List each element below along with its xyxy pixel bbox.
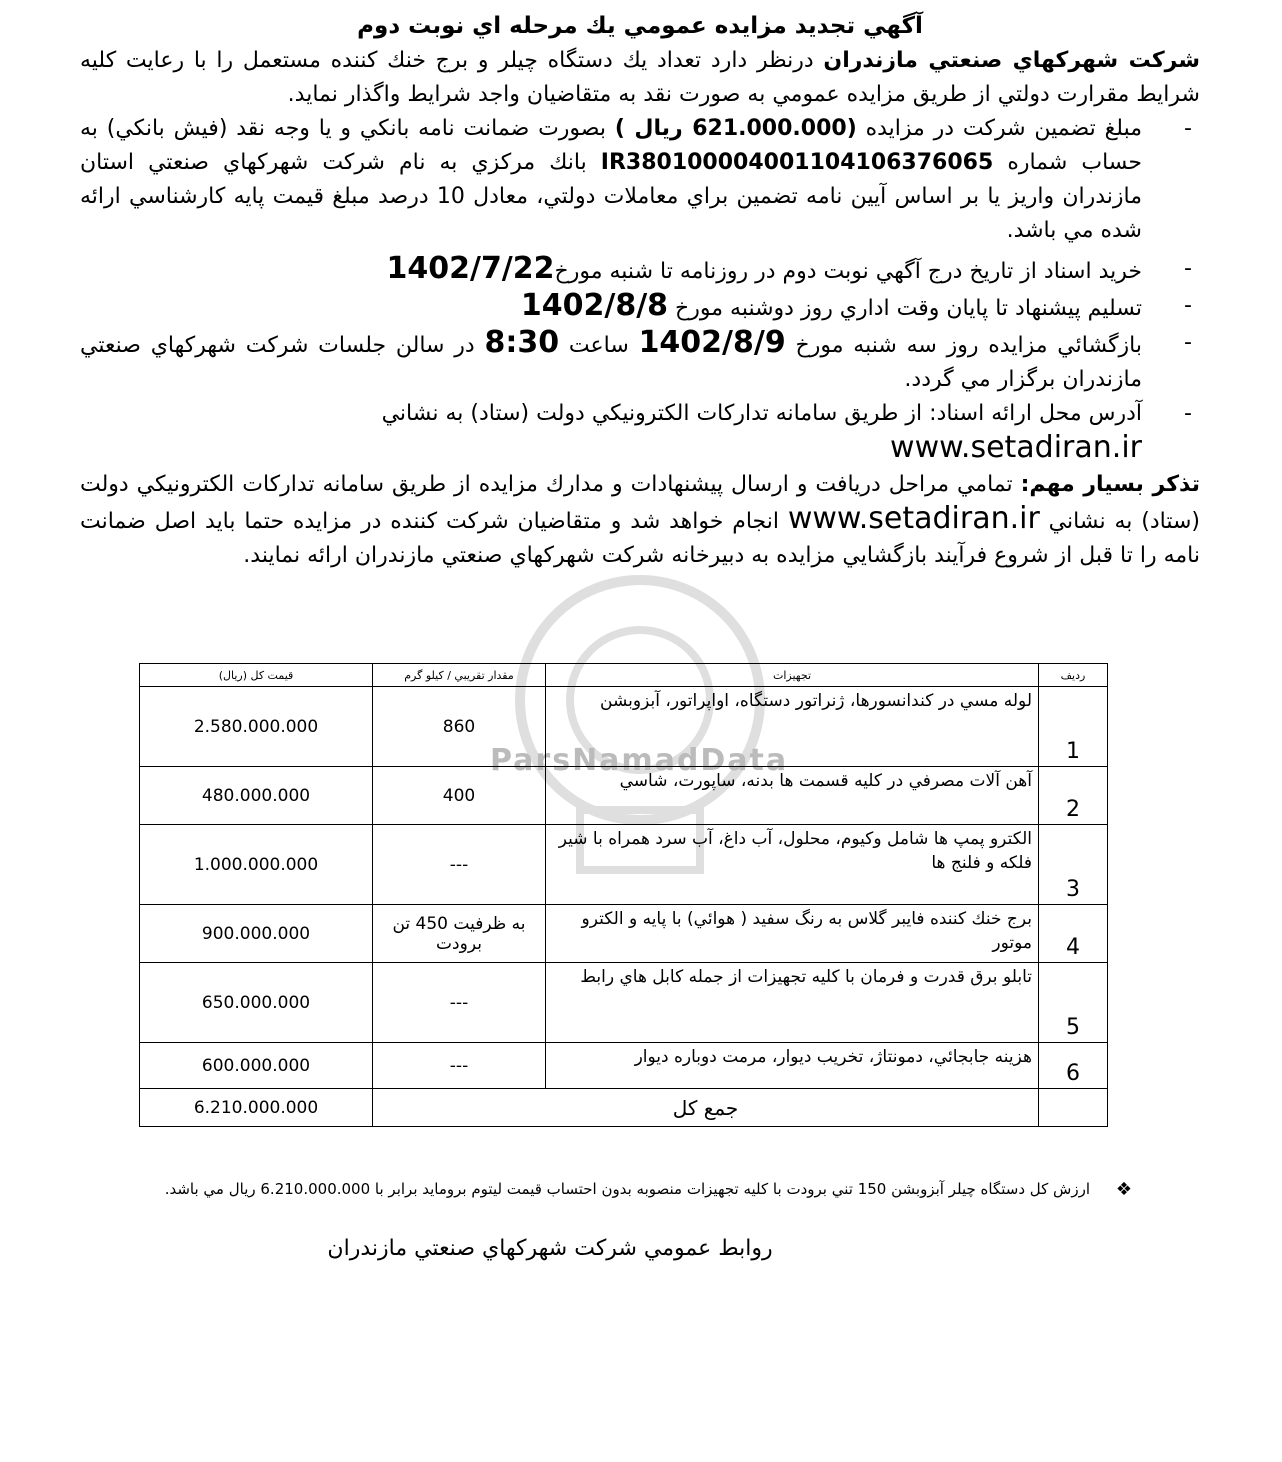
deposit-text: مبلغ تضمين شركت در مزايده <box>856 116 1142 141</box>
dash-icon: - <box>1184 293 1192 318</box>
header-equipment: تجهيزات <box>546 664 1039 687</box>
note-text: تمامي مراحل دريافت و ارسال پيشنهادات و مدارك مزايده از طريق سامانه تداركات الكترونيكي دولت (ستاد) به نشاني <box>80 472 1200 534</box>
equipment-cell: الكترو پمپ ها شامل وكيوم، محلول، آب داغ، آب سرد همراه با شير فلكه و فلنج ها <box>546 825 1039 905</box>
list-item <box>80 112 1200 248</box>
price-cell: 650.000.000 <box>140 963 373 1043</box>
price-cell: 900.000.000 <box>140 905 373 963</box>
table-row <box>140 905 1108 963</box>
equipment-table <box>139 663 1108 1127</box>
total-value: 6.210.000.000 <box>140 1089 373 1127</box>
list-item <box>80 326 1200 397</box>
note-link[interactable]: www.setadiran.ir <box>787 501 1040 536</box>
quantity-cell: به ظرفيت 450 تن برودت <box>373 905 546 963</box>
table-row <box>140 767 1108 825</box>
row-number: 6 <box>1039 1043 1108 1089</box>
row-number: 3 <box>1039 825 1108 905</box>
header-quantity: مقدار تقريبي / كيلو گرم <box>373 664 546 687</box>
table-row <box>140 963 1108 1043</box>
submission-text: تسليم پيشنهاد تا پايان وقت اداري روز دوشنبه مورخ <box>668 296 1142 321</box>
deposit-amount: (621.000.000 ريال ) <box>614 116 857 141</box>
purchase-docs-text: خريد اسناد از تاريخ درج آگهي نوبت دوم در روزنامه تا شنبه مورخ <box>554 259 1142 284</box>
header-row-number: رديف <box>1039 664 1108 687</box>
dash-icon: - <box>1184 256 1192 281</box>
quantity-cell: --- <box>373 1043 546 1089</box>
dash-icon: - <box>1184 116 1192 141</box>
opening-time: 8:30 <box>484 325 560 360</box>
deposit-text-3: بانك مركزي به نام شركت شهركهاي صنعتي استان مازندران واريز يا بر اساس آيين نامه تضمين براي معاملات دولتي، معادل 10 درصد مبلغ قيمت پايه كارشناسي ارائه شده مي باشد. <box>80 150 1142 243</box>
equipment-cell: آهن آلات مصرفي در كليه قسمت ها بدنه، ساپورت، شاسي <box>546 767 1039 825</box>
header-price: قيمت كل (ريال) <box>140 664 373 687</box>
deposit-text-2: بصورت ضمانت نامه بانكي و يا وجه نقد (فيش بانكي) به حساب شماره <box>80 116 1143 175</box>
purchase-deadline-date: 1402/7/22 <box>386 251 555 286</box>
quantity-cell: --- <box>373 825 546 905</box>
page-title: آگهي تجديد مزايده عمومي يك مرحله اي نوبت دوم <box>357 13 923 39</box>
quantity-cell: 400 <box>373 767 546 825</box>
note-text-2: انجام خواهد شد و متقاضيان شركت كننده در مزايده حتما بايد اصل ضمانت نامه را تا قبل از شروع فرآيند بازگشايي مزايده به دبيرخانه شركت شهركهاي صنعتي مازندران ارائه نمايند. <box>80 509 1200 568</box>
opening-text: بازگشائي مزايده روز سه شنبه مورخ <box>785 333 1142 358</box>
table-row <box>140 825 1108 905</box>
price-cell: 1.000.000.000 <box>140 825 373 905</box>
price-cell: 2.580.000.000 <box>140 687 373 767</box>
equipment-cell: لوله مسي در كندانسورها، ژنراتور دستگاه، اواپراتور، آبزوبشن <box>546 687 1039 767</box>
total-label: جمع كل <box>373 1089 1039 1127</box>
row-number: 5 <box>1039 963 1108 1043</box>
quantity-cell: --- <box>373 963 546 1043</box>
row-number: 2 <box>1039 767 1108 825</box>
price-cell: 480.000.000 <box>140 767 373 825</box>
equipment-cell: تابلو برق قدرت و فرمان با كليه تجهيزات از جمله كابل هاي رابط <box>546 963 1039 1043</box>
table-header-row <box>140 664 1108 687</box>
list-item <box>80 252 1200 289</box>
important-note <box>80 468 1200 573</box>
intro-paragraph <box>80 44 1200 112</box>
price-cell: 600.000.000 <box>140 1043 373 1089</box>
equipment-cell: هزينه جابجائي، دمونتاژ، تخريب ديوار، مرمت دوباره ديوار <box>546 1043 1039 1089</box>
company-name: شركت شهركهاي صنعتي مازندران <box>823 48 1200 73</box>
footnote <box>80 1178 1140 1201</box>
announcement-page <box>80 0 1200 573</box>
list-item <box>80 397 1200 468</box>
total-empty-cell <box>1039 1089 1108 1127</box>
table-row <box>140 687 1108 767</box>
footnote-text: ارزش كل دستگاه چيلر آبزوبشن 150 تني برودت با كليه تجهيزات منصوبه بدون احتساب قيمت ليتوم برومايد برابر با 6.210.000.000 ريال مي باشد. <box>164 1180 1090 1198</box>
list-item <box>80 289 1200 326</box>
conditions-list <box>80 112 1200 468</box>
row-number: 1 <box>1039 687 1108 767</box>
address-text: آدرس محل ارائه اسناد: از طريق سامانه تداركات الكترونيكي دولت (ستاد) به نشاني <box>381 401 1142 426</box>
intro-text: درنظر دارد تعداد يك دستگاه چيلر و برج خنك كننده مستعمل را با رعايت كليه شرايط مقرارت دولتي از طريق مزايده عمومي به صورت نقد به متقاضيان واجد شرايط واگذار نمايد. <box>80 48 1200 107</box>
signature: روابط عمومي شركت شهركهاي صنعتي مازندران <box>327 1236 773 1261</box>
table-row <box>140 1043 1108 1089</box>
diamond-bullet-icon: ❖ <box>1115 1179 1132 1200</box>
quantity-cell: 860 <box>373 687 546 767</box>
opening-text-2: ساعت <box>559 333 639 358</box>
opening-text-3: در سالن جلسات شركت شهركهاي صنعتي مازندران برگزار مي گردد. <box>80 333 1142 392</box>
dash-icon: - <box>1184 401 1192 426</box>
table-total-row <box>140 1089 1108 1127</box>
submission-date: 1402/8/8 <box>520 288 669 323</box>
note-label: تذكر بسيار مهم: <box>1020 472 1200 497</box>
dash-icon: - <box>1184 330 1192 355</box>
account-number: IR380100004001104106376065 <box>600 150 994 175</box>
opening-date: 1402/8/9 <box>638 325 786 360</box>
watermark-brand: ParsNamadData <box>490 743 789 778</box>
equipment-cell: برج خنك كننده فايبر گلاس به رنگ سفيد ( هوائي) با پايه و الكترو موتور <box>546 905 1039 963</box>
row-number: 4 <box>1039 905 1108 963</box>
setad-link[interactable]: www.setadiran.ir <box>890 430 1142 465</box>
